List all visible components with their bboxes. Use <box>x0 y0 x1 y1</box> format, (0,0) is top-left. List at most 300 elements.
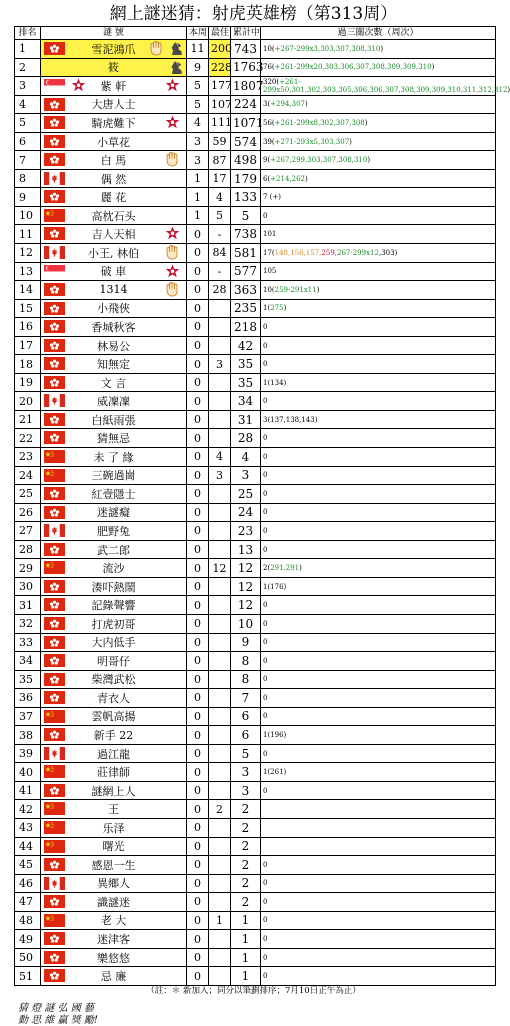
flag-hk-icon <box>44 135 65 148</box>
best-cell <box>209 336 231 355</box>
table-row <box>15 188 496 207</box>
player-name: 肥野兔 <box>97 524 130 538</box>
name-cell <box>41 800 187 819</box>
detail-cell: 0 <box>261 707 496 726</box>
star-badge-icon <box>165 115 180 130</box>
week-cell: 0 <box>187 540 209 559</box>
table-row <box>15 522 496 541</box>
raised-hand-icon <box>148 41 166 56</box>
flag-hk-icon <box>44 858 65 871</box>
rank-cell: 46 <box>15 874 41 893</box>
player-name: 曙光 <box>102 840 125 854</box>
detail-cell: 0 <box>261 967 496 986</box>
table-header-row <box>15 27 496 40</box>
detail-cell: 17(148,156,157,259,267-299x12,303) <box>261 244 496 263</box>
name-cell <box>41 763 187 782</box>
player-name: 流沙 <box>102 562 125 576</box>
name-cell <box>41 58 187 77</box>
name-cell <box>41 429 187 448</box>
flag-hk-icon <box>44 153 65 166</box>
detail-cell <box>261 818 496 837</box>
name-cell <box>41 893 187 912</box>
best-cell <box>209 744 231 763</box>
rank-cell: 44 <box>15 837 41 856</box>
best-cell: 87 <box>209 151 231 170</box>
detail-cell: 0 <box>261 893 496 912</box>
best-cell <box>209 299 231 318</box>
week-cell: 1 <box>187 206 209 225</box>
player-name: 新手 22 <box>93 729 134 742</box>
table-row <box>15 373 496 392</box>
flag-hk-icon <box>44 543 65 556</box>
flag-cn-icon <box>44 821 65 834</box>
total-cell: 8 <box>231 652 261 671</box>
table-row <box>15 410 496 429</box>
name-cell <box>41 410 187 429</box>
player-name: 小草花 <box>97 135 130 149</box>
detail-cell: 0 <box>261 596 496 615</box>
name-cell <box>41 540 187 559</box>
name-cell <box>41 392 187 411</box>
table-body <box>15 40 510 986</box>
rank-cell: 38 <box>15 726 41 745</box>
flag-hk-icon <box>44 673 65 686</box>
player-name: 文 言 <box>100 376 127 390</box>
total-cell: 3 <box>231 781 261 800</box>
week-cell: 5 <box>187 77 209 96</box>
flag-hk-icon <box>44 413 65 426</box>
flag-cn-icon <box>44 450 65 463</box>
total-cell: 498 <box>231 151 261 170</box>
total-cell: 10 <box>231 614 261 633</box>
player-name: 白紙雨張 <box>91 413 136 427</box>
rank-cell: 24 <box>15 466 41 485</box>
detail-cell: 39(+271-293x5,303,307) <box>261 132 496 151</box>
total-cell: 5 <box>231 206 261 225</box>
best-cell <box>209 781 231 800</box>
week-cell: 3 <box>187 132 209 151</box>
best-cell: 2 <box>209 800 231 819</box>
player-name: 過江龍 <box>97 747 130 761</box>
week-cell: 0 <box>187 244 209 263</box>
best-cell <box>209 874 231 893</box>
table-row <box>15 633 496 652</box>
name-cell <box>41 948 187 967</box>
total-cell: 2 <box>231 856 261 875</box>
table-row <box>15 95 496 114</box>
week-cell: 0 <box>187 262 209 281</box>
name-cell <box>41 132 187 151</box>
ranking-table <box>14 26 510 986</box>
player-name: 破 車 <box>100 265 127 279</box>
name-cell <box>41 77 187 96</box>
player-name: 1314 <box>99 283 128 297</box>
rank-cell: 32 <box>15 614 41 633</box>
week-cell: 5 <box>187 95 209 114</box>
best-cell <box>209 930 231 949</box>
flag-hk-icon <box>44 42 65 55</box>
rank-cell: 28 <box>15 540 41 559</box>
player-name: 未 了 緣 <box>93 450 134 464</box>
name-cell <box>41 689 187 708</box>
detail-cell: 76(+261-299x20,303,306,307,308,309,309,310) <box>261 58 496 77</box>
table-row <box>15 577 496 596</box>
best-cell: 5 <box>209 206 231 225</box>
best-cell <box>209 540 231 559</box>
name-cell <box>41 503 187 522</box>
name-cell <box>41 299 187 318</box>
table-row <box>15 726 496 745</box>
detail-cell: 56(+261-299x8,302,307,308) <box>261 114 496 133</box>
detail-cell: 0 <box>261 485 496 504</box>
table-row <box>15 429 496 448</box>
rank-cell: 43 <box>15 818 41 837</box>
detail-cell: 0 <box>261 355 496 374</box>
best-cell <box>209 485 231 504</box>
name-cell <box>41 206 187 225</box>
rank-cell: 18 <box>15 355 41 374</box>
week-cell: 0 <box>187 707 209 726</box>
total-cell: 31 <box>231 410 261 429</box>
total-cell: 13 <box>231 540 261 559</box>
table-row <box>15 818 496 837</box>
player-name: 香城秋客 <box>91 320 136 334</box>
total-cell: 235 <box>231 299 261 318</box>
total-cell: 2 <box>231 893 261 912</box>
player-name: 紫 軒 <box>100 79 127 93</box>
rank-cell: 50 <box>15 948 41 967</box>
slogan-line-2: 動 思 維 贏 獎 勵! <box>18 1015 98 1026</box>
flag-ca-icon <box>44 877 65 890</box>
flag-hk-icon <box>44 617 65 630</box>
table-row <box>15 466 496 485</box>
total-cell: 35 <box>231 355 261 374</box>
rank-cell: 9 <box>15 188 41 207</box>
flag-hk-icon <box>44 598 65 611</box>
detail-cell: 10(+267-299x3,303,307,308,310) <box>261 40 496 59</box>
name-cell <box>41 336 187 355</box>
total-cell: 7 <box>231 689 261 708</box>
name-cell <box>41 614 187 633</box>
best-cell <box>209 948 231 967</box>
week-cell: 0 <box>187 689 209 708</box>
detail-cell: 0 <box>261 744 496 763</box>
rank-cell: 23 <box>15 448 41 467</box>
player-name: 麗 花 <box>100 191 127 205</box>
rank-cell: 49 <box>15 930 41 949</box>
rank-cell: 7 <box>15 151 41 170</box>
name-cell <box>41 781 187 800</box>
player-name: 筱 <box>108 61 119 75</box>
rank-cell: 16 <box>15 318 41 337</box>
flag-ca-icon <box>44 524 65 537</box>
name-cell <box>41 225 187 244</box>
detail-cell: 0 <box>261 856 496 875</box>
week-cell: 11 <box>187 40 209 59</box>
best-cell <box>209 373 231 392</box>
table-row <box>15 151 496 170</box>
total-cell: 2 <box>231 874 261 893</box>
week-cell: 1 <box>187 188 209 207</box>
best-cell <box>209 818 231 837</box>
table-row <box>15 225 496 244</box>
horse-icon <box>169 41 184 56</box>
name-cell <box>41 726 187 745</box>
player-name: 謎網上人 <box>91 784 136 798</box>
name-cell <box>41 114 187 133</box>
rank-cell: 48 <box>15 911 41 930</box>
flag-hk-icon <box>44 320 65 333</box>
best-cell: 28 <box>209 281 231 300</box>
table-row <box>15 540 496 559</box>
star-badge-icon <box>165 78 180 93</box>
flag-ca-icon <box>44 246 65 259</box>
name-cell <box>41 244 187 263</box>
total-cell: 133 <box>231 188 261 207</box>
raised-hand-icon <box>164 152 182 167</box>
detail-cell: 0 <box>261 392 496 411</box>
flag-cn-icon <box>44 469 65 482</box>
detail-cell: 3(137,138,143) <box>261 410 496 429</box>
footnote: （註：＊ 新加入；同分以筆劃排序；7月10日正午為止） <box>146 986 361 996</box>
rank-cell: 40 <box>15 763 41 782</box>
week-cell: 0 <box>187 410 209 429</box>
week-cell: 0 <box>187 577 209 596</box>
rank-cell: 22 <box>15 429 41 448</box>
week-cell: 0 <box>187 763 209 782</box>
player-name: 柴灣武松 <box>91 673 136 687</box>
best-cell <box>209 392 231 411</box>
table-row <box>15 744 496 763</box>
raised-hand-icon <box>164 282 182 297</box>
week-cell: 9 <box>187 58 209 77</box>
player-name: 識謎迷 <box>97 895 130 909</box>
detail-cell: 0 <box>261 652 496 671</box>
slogan-line-1: 猜 燈 謎 弘 國 藝 <box>18 1003 94 1014</box>
total-cell: 224 <box>231 95 261 114</box>
best-cell: 59 <box>209 132 231 151</box>
detail-cell: 0 <box>261 948 496 967</box>
flag-cn-icon <box>44 561 65 574</box>
flag-hk-icon <box>44 357 65 370</box>
week-cell: 0 <box>187 967 209 986</box>
week-cell: 0 <box>187 373 209 392</box>
player-name: 威凜凜 <box>97 395 130 409</box>
name-cell <box>41 837 187 856</box>
star-badge-icon <box>165 264 180 279</box>
week-cell: 0 <box>187 911 209 930</box>
detail-cell <box>261 800 496 819</box>
week-cell: 0 <box>187 596 209 615</box>
table-row <box>15 244 496 263</box>
name-cell <box>41 151 187 170</box>
detail-cell <box>261 837 496 856</box>
name-cell <box>41 856 187 875</box>
name-cell <box>41 930 187 949</box>
flag-cn-icon <box>44 765 65 778</box>
flag-hk-icon <box>44 227 65 240</box>
player-name: 武二郎 <box>97 543 130 557</box>
total-cell: 3 <box>231 466 261 485</box>
total-cell: 5 <box>231 744 261 763</box>
name-cell <box>41 262 187 281</box>
flag-cn-icon <box>44 802 65 815</box>
player-name: 林易公 <box>97 339 130 353</box>
week-cell: 0 <box>187 874 209 893</box>
flag-hk-icon <box>44 116 65 129</box>
best-cell <box>209 893 231 912</box>
player-name: 迷津客 <box>97 933 130 947</box>
table-row <box>15 336 496 355</box>
week-cell: 0 <box>187 856 209 875</box>
best-cell: 84 <box>209 244 231 263</box>
table-row <box>15 318 496 337</box>
name-cell <box>41 485 187 504</box>
total-cell: 4 <box>231 448 261 467</box>
flag-hk-icon <box>44 895 65 908</box>
total-cell: 179 <box>231 169 261 188</box>
header-detail: 過三關次數（周次） <box>261 27 496 40</box>
rank-cell: 10 <box>15 206 41 225</box>
table-row <box>15 169 496 188</box>
total-cell: 1807 <box>231 77 261 96</box>
week-cell: 0 <box>187 522 209 541</box>
table-row <box>15 355 496 374</box>
header-name: 謎 號 <box>41 27 187 40</box>
player-name: 異鄉人 <box>97 877 130 891</box>
name-cell <box>41 355 187 374</box>
best-cell: 200 <box>209 40 231 59</box>
header-best: 最佳 <box>209 27 231 40</box>
best-cell <box>209 837 231 856</box>
best-cell <box>209 596 231 615</box>
rank-cell: 2 <box>15 58 41 77</box>
player-name: 紅壹隱士 <box>91 487 136 501</box>
rank-cell: 26 <box>15 503 41 522</box>
rank-cell: 14 <box>15 281 41 300</box>
player-name: 雲帆高揚 <box>91 710 136 724</box>
detail-cell: 3(+294,307) <box>261 95 496 114</box>
detail-cell: 320(+261-299x50,301,302,303,305,306,306,307,308,309,309,310,311,312,312) <box>261 77 496 96</box>
rank-cell: 13 <box>15 262 41 281</box>
table-row <box>15 837 496 856</box>
best-cell: 111 <box>209 114 231 133</box>
player-name: 莊律師 <box>97 766 130 780</box>
total-cell: 12 <box>231 577 261 596</box>
week-cell: 0 <box>187 726 209 745</box>
rank-cell: 45 <box>15 856 41 875</box>
total-cell: 3 <box>231 763 261 782</box>
total-cell: 2 <box>231 800 261 819</box>
week-cell: 0 <box>187 652 209 671</box>
flag-hk-icon <box>44 654 65 667</box>
best-cell <box>209 670 231 689</box>
rank-cell: 19 <box>15 373 41 392</box>
rank-cell: 29 <box>15 559 41 578</box>
detail-cell: 0 <box>261 670 496 689</box>
detail-cell: 1(275) <box>261 299 496 318</box>
total-cell: 2 <box>231 818 261 837</box>
week-cell: 0 <box>187 559 209 578</box>
player-name: 猜無忌 <box>97 432 130 446</box>
rank-cell: 31 <box>15 596 41 615</box>
flag-cn-icon <box>44 209 65 222</box>
table-row <box>15 559 496 578</box>
total-cell: 23 <box>231 522 261 541</box>
best-cell: 107 <box>209 95 231 114</box>
flag-hk-icon <box>44 784 65 797</box>
best-cell <box>209 967 231 986</box>
week-cell: 0 <box>187 930 209 949</box>
rank-cell: 20 <box>15 392 41 411</box>
detail-cell: 0 <box>261 336 496 355</box>
week-cell: 0 <box>187 633 209 652</box>
best-cell <box>209 614 231 633</box>
player-name: 偶 然 <box>100 172 127 186</box>
rank-cell: 27 <box>15 522 41 541</box>
name-cell <box>41 652 187 671</box>
best-cell: 4 <box>209 188 231 207</box>
flag-sg-icon <box>44 79 65 92</box>
best-cell: 4 <box>209 448 231 467</box>
name-cell <box>41 522 187 541</box>
raised-hand-icon <box>164 245 182 260</box>
table-row <box>15 299 496 318</box>
best-cell: 1 <box>209 911 231 930</box>
rank-cell: 25 <box>15 485 41 504</box>
detail-cell: 10(259-291x11) <box>261 281 496 300</box>
total-cell: 363 <box>231 281 261 300</box>
week-cell: 0 <box>187 837 209 856</box>
name-cell <box>41 95 187 114</box>
rank-cell: 5 <box>15 114 41 133</box>
detail-cell: 1(261) <box>261 763 496 782</box>
name-cell <box>41 318 187 337</box>
detail-cell: 7 (+) <box>261 188 496 207</box>
best-cell <box>209 410 231 429</box>
player-name: 湊吓熱鬧 <box>91 580 136 594</box>
rank-cell: 41 <box>15 781 41 800</box>
star-badge-icon <box>165 226 180 241</box>
total-cell: 1763 <box>231 58 261 77</box>
flag-hk-icon <box>44 431 65 444</box>
flag-hk-icon <box>44 951 65 964</box>
week-cell: 0 <box>187 299 209 318</box>
name-cell <box>41 744 187 763</box>
header-rank: 排名 <box>15 27 41 40</box>
table-row <box>15 114 496 133</box>
table-row <box>15 281 496 300</box>
week-cell: 1 <box>187 169 209 188</box>
week-cell: 0 <box>187 744 209 763</box>
player-name: 乐泽 <box>102 821 125 835</box>
player-name: 感恩一生 <box>91 858 136 872</box>
total-cell: 738 <box>231 225 261 244</box>
player-name: 忌 廉 <box>100 970 127 984</box>
total-cell: 25 <box>231 485 261 504</box>
page-title: 網上謎迷猜：射虎英雄榜（第313周） <box>109 4 398 24</box>
player-name: 青衣人 <box>97 691 130 705</box>
week-cell: 3 <box>187 151 209 170</box>
star-badge-icon <box>71 78 86 93</box>
flag-hk-icon <box>44 506 65 519</box>
flag-hk-icon <box>44 969 65 982</box>
total-cell: 28 <box>231 429 261 448</box>
name-cell <box>41 911 187 930</box>
flag-hk-icon <box>44 728 65 741</box>
name-cell <box>41 967 187 986</box>
rank-cell: 8 <box>15 169 41 188</box>
